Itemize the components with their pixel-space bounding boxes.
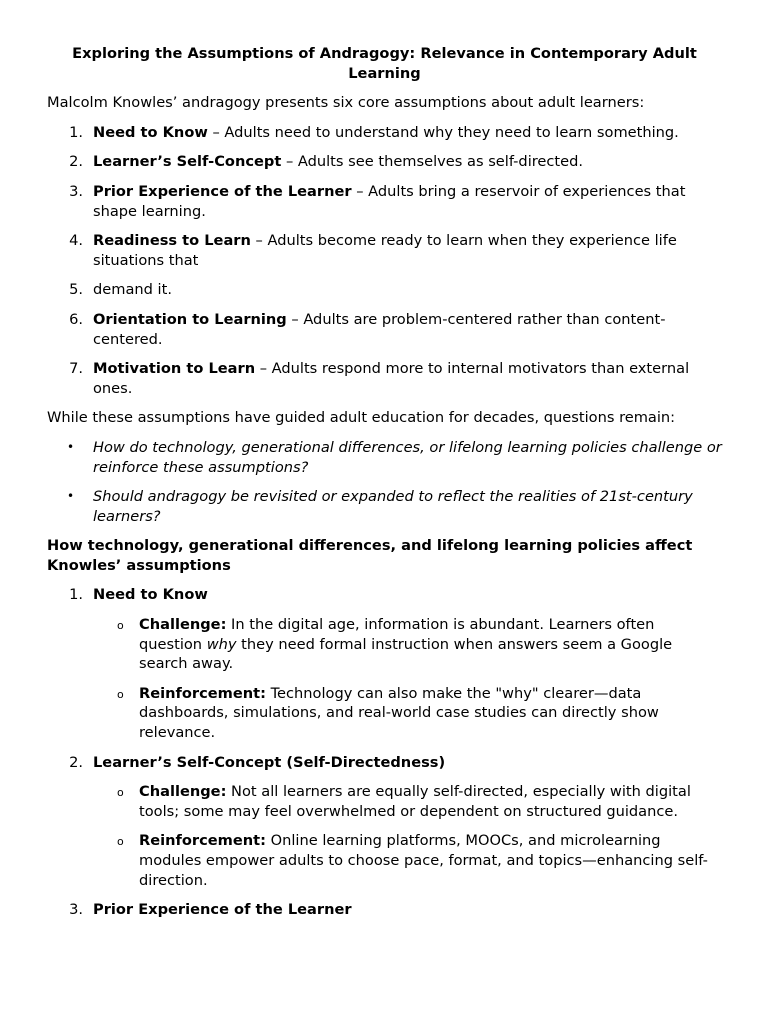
point-label: Reinforcement:: [139, 832, 266, 850]
assumption-description: – Adults respond more to internal motivators than external ones.: [93, 360, 690, 397]
intro-paragraph: Malcolm Knowles’ andragogy presents six core assumptions about adult learners:: [47, 94, 645, 112]
section-item: [47, 585, 722, 742]
list-item: [47, 123, 722, 143]
assumption-description: demand it.: [93, 281, 172, 299]
point-text: Online learning platforms, MOOCs, and microlearning modules empower adults to choose pace, format, and topics—enhancing self-direction.: [139, 832, 708, 889]
sub-point: [93, 831, 722, 890]
list-item: [47, 152, 722, 172]
assumption-description: – Adults are problem-centered rather than content-centered.: [93, 310, 666, 348]
sub-points-list: [93, 782, 722, 890]
list-number: 7.: [69, 360, 83, 378]
questions-list: [47, 438, 722, 526]
assumption-name: Learner’s Self-Concept: [93, 153, 282, 171]
list-number: 4.: [69, 232, 83, 250]
section-item: [47, 753, 722, 891]
bullet-marker: •: [67, 489, 75, 504]
sub-point: [93, 615, 722, 674]
section-title: Prior Experience of the Learner: [93, 901, 352, 919]
assumption-name: Readiness to Learn: [93, 232, 251, 250]
list-number: 2.: [69, 753, 83, 771]
question-text: Should andragogy be revisited or expanded to reflect the realities of 21st-century learners?: [93, 488, 693, 525]
question-item: [47, 438, 722, 477]
assumption-description: – Adults see themselves as self-directed.: [281, 153, 584, 171]
sub-bullet-marker: o: [117, 619, 124, 633]
sub-point: [93, 782, 722, 821]
assumption-name: Motivation to Learn: [93, 360, 256, 378]
list-number: 2.: [69, 153, 83, 171]
point-label: Challenge:: [139, 783, 227, 801]
section-title: Learner’s Self-Concept (Self-Directedness): [93, 753, 446, 771]
question-item: [47, 487, 722, 526]
bullet-marker: •: [67, 439, 75, 454]
point-label: Challenge:: [139, 616, 227, 634]
list-item: [47, 359, 722, 398]
sub-bullet-marker: o: [117, 687, 124, 701]
list-number: 1.: [69, 586, 83, 604]
sub-bullet-marker: o: [117, 786, 124, 800]
point-label: Reinforcement:: [139, 684, 266, 702]
assumption-description: – Adults need to understand why they need to learn something.: [207, 123, 679, 141]
point-text: Not all learners are equally self-directed, especially with digital tools; some may feel overwhelmed or dependent on structured guidance.: [139, 783, 691, 820]
section-title: Need to Know: [93, 586, 208, 604]
point-text: Technology can also make the "why" clearer—data dashboards, simulations, and real-world case studies can directly show relevance.: [139, 684, 659, 742]
list-number: 6.: [69, 310, 83, 328]
point-text-continued: they need formal instruction when answers seem a Google search away.: [139, 635, 673, 673]
questions-intro: While these assumptions have guided adult education for decades, questions remain:: [47, 409, 676, 427]
section-heading: How technology, generational differences, and lifelong learning policies affect Knowles’ assumptions: [47, 537, 693, 574]
list-number: 3.: [69, 182, 83, 200]
assumptions-list: [47, 123, 722, 399]
question-text: How do technology, generational differences, or lifelong learning policies challenge or reinforce these assumptions?: [93, 438, 722, 476]
sub-bullet-marker: o: [117, 835, 124, 849]
list-item: [47, 310, 722, 349]
list-item: [47, 280, 722, 300]
section-item: [47, 900, 722, 920]
point-emphasis: why: [206, 635, 237, 653]
document-title: Exploring the Assumptions of Andragogy: Relevance in Contemporary Adult Learning: [72, 45, 697, 82]
sub-points-list: [93, 615, 722, 743]
point-text: In the digital age, information is abundant. Learners often question: [139, 616, 655, 653]
list-number: 3.: [69, 901, 83, 919]
assumption-description: – Adults become ready to learn when they experience life situations that: [93, 232, 677, 269]
sub-point: [93, 684, 722, 743]
list-number: 1.: [69, 123, 83, 141]
assumption-description: – Adults bring a reservoir of experiences that shape learning.: [93, 182, 686, 220]
assumption-name: Need to Know: [93, 123, 208, 141]
list-number: 5.: [69, 281, 83, 299]
list-item: [47, 182, 722, 221]
assumption-name: Orientation to Learning: [93, 310, 287, 328]
list-item: [47, 231, 722, 270]
assumption-name: Prior Experience of the Learner: [93, 182, 352, 200]
sections-list: [47, 585, 722, 919]
